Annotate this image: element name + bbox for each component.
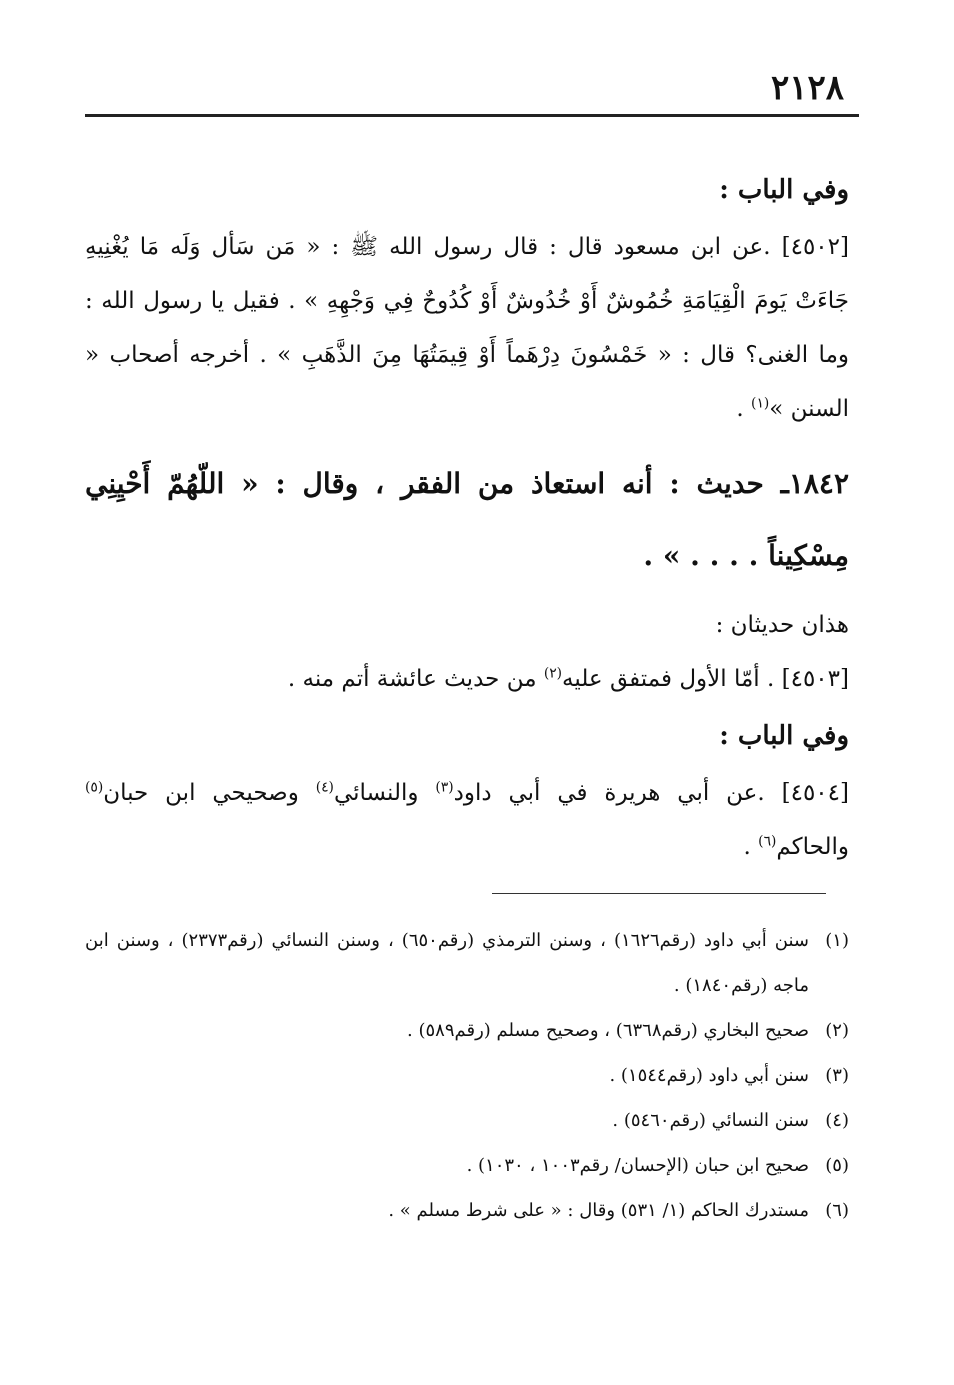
footnote-text: صحيح ابن حبان (الإحسان/ رقم١٠٠٣ ، ١٠٣٠) .	[466, 1155, 809, 1176]
footnote-ref-1: (١)	[751, 395, 770, 412]
footnote-5	[85, 1143, 849, 1188]
paragraph-4503	[85, 652, 849, 706]
paragraph-4504-part-a: [٤٥٠٤] .عن أبي هريرة في أبي داود	[453, 780, 849, 806]
footnote-text: سنن النسائي (رقم٥٤٦٠) .	[612, 1110, 809, 1131]
footnote-number: (١)	[825, 930, 849, 951]
footnote-text: سنن أبي داود (رقم١٥٤٤) .	[609, 1065, 809, 1086]
hadith-heading-1842: ١٨٤٢ـ حديث : أنه استعاذ من الفقر ، وقال : « اللّهُمّ أَحْيِنِي مِسْكِيناً . . . . » .	[85, 467, 849, 572]
footnote-text: مستدرك الحاكم (١/ ٥٣١) وقال : « على شرط مسلم » .	[388, 1200, 809, 1221]
paragraph-4502	[85, 220, 849, 436]
paragraph-4504-part-b: والنسائي	[333, 780, 436, 806]
footnote-3	[85, 1053, 849, 1098]
footnote-separator	[492, 893, 826, 894]
footnote-ref-5: (٥)	[85, 779, 104, 796]
paragraph-4503-text: [٤٥٠٣] . أمّا الأول فمتفق عليه	[562, 666, 849, 692]
footnote-2	[85, 1008, 849, 1053]
footnote-6	[85, 1188, 849, 1233]
paragraph-4504-end: .	[743, 834, 759, 860]
header-rule	[85, 114, 859, 117]
main-text	[85, 160, 849, 874]
paragraph-4504-part-c: وصحيحي ابن حبان	[103, 780, 316, 806]
footnotes	[85, 918, 849, 1233]
footnote-number: (٥)	[825, 1155, 849, 1176]
footnote-number: (٣)	[825, 1065, 849, 1086]
page-number: ٢١٢٨	[770, 68, 844, 108]
paragraph-4504	[85, 766, 849, 874]
paragraph-4504-part-d: والحاكم	[776, 834, 849, 860]
footnote-text: صحيح البخاري (رقم٦٣٦٨) ، وصحيح مسلم (رقم٥٨٩) .	[407, 1020, 809, 1041]
footnote-number: (٦)	[825, 1200, 849, 1221]
footnote-ref-4: (٤)	[315, 779, 334, 796]
footnote-1	[85, 918, 849, 1008]
footnote-number: (٢)	[825, 1020, 849, 1041]
footnote-4	[85, 1098, 849, 1143]
footnote-text: سنن أبي داود (رقم١٦٢٦) ، وسنن الترمذي (رقم٦٥٠) ، وسنن النسائي (رقم٢٣٧٣) ، وسنن ابن ماجه (رقم١٨٤٠) .	[85, 930, 809, 996]
footnote-ref-2: (٢)	[543, 665, 563, 682]
paragraph-4502-end: .	[736, 396, 752, 422]
paragraph-4503-rest: من حديث عائشة أتم منه .	[287, 666, 544, 692]
hadhan-hadithan-line: هذان حديثان :	[715, 612, 849, 638]
section-heading-fi-al-bab-1: وفي الباب :	[719, 175, 849, 205]
section-heading-fi-al-bab-2: وفي الباب :	[719, 721, 849, 751]
footnote-ref-3: (٣)	[435, 779, 454, 796]
footnote-ref-6: (٦)	[758, 833, 777, 850]
footnote-number: (٤)	[825, 1110, 849, 1131]
paragraph-4502-text: [٤٥٠٢] .عن ابن مسعود قال : قال رسول الله ﷺ : « مَن سَأل وَلَه مَا يُغْنِيهِ جَاءَتْ يَومَ الْقِيَامَةِ خُمُوشٌ أَوْ خُدُوشٌ أَوْ كُدُوحٌ فِي وَجْهِهِ » . فقيل يا رسول الله : وما الغنى؟ قال : « خَمْسُونَ دِرْهَماً أَوْ قِيمَتُهَا مِنَ الذَّهَبِ » . أخرجه أصحاب « السنن »	[85, 234, 849, 422]
